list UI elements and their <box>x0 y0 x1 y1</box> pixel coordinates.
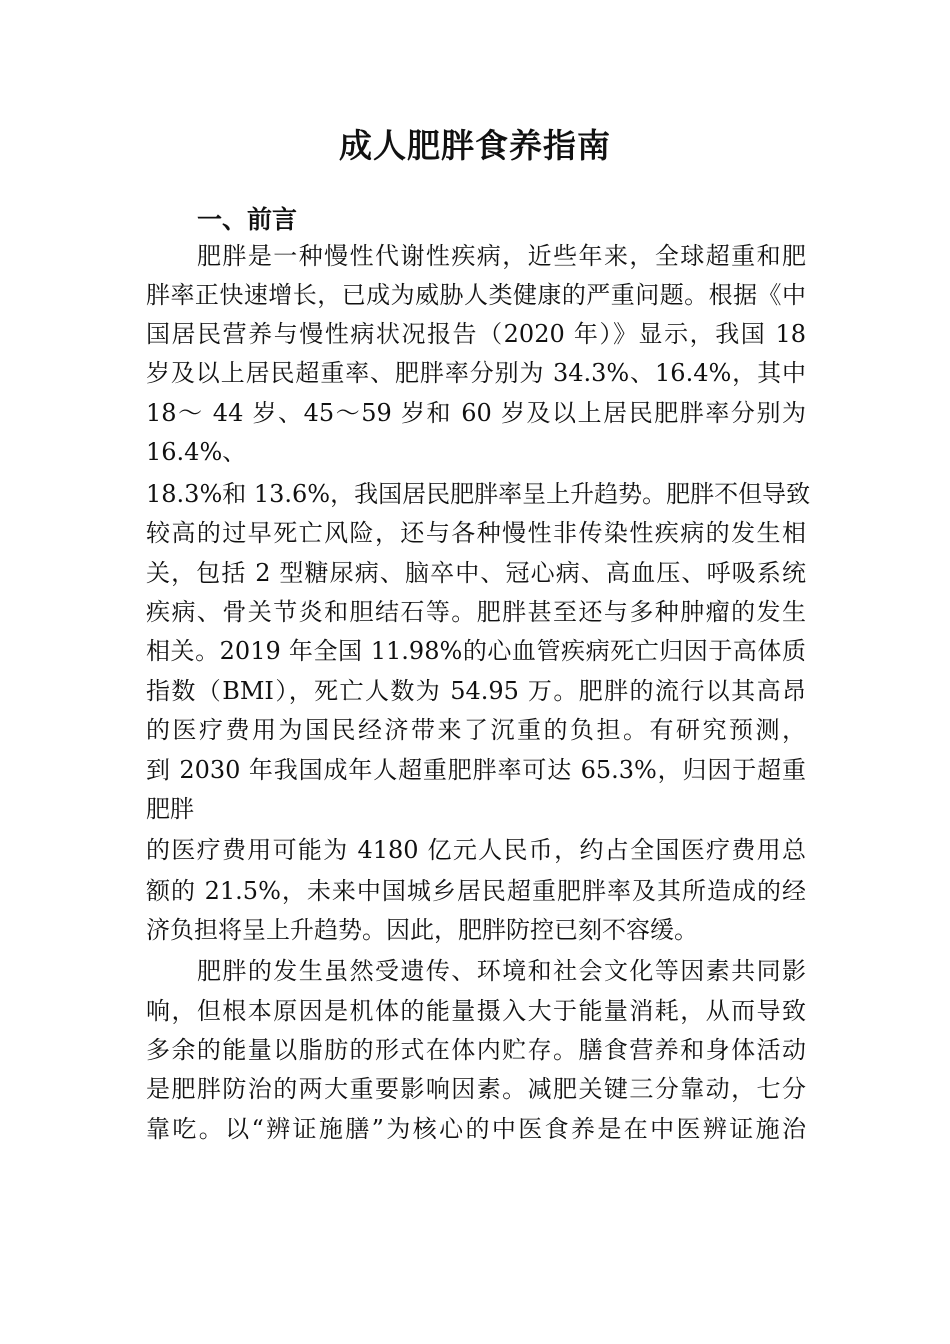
paragraph-line: 多余的能量以脂肪的形式在体内贮存。膳食营养和身体活动 <box>146 1036 806 1064</box>
paragraph-line: 是肥胖防治的两大重要影响因素。减肥关键三分靠动，七分 <box>146 1075 806 1103</box>
paragraph-line: 到 2030 年我国成年人超重肥胖率可达 65.3%，归因于超重 <box>146 756 806 784</box>
paragraph-line: 国居民营养与慢性病状况报告（2020 年）》显示，我国 18 <box>146 320 806 348</box>
paragraph-line: 济负担将呈上升趋势。因此，肥胖防控已刻不容缓。 <box>146 916 698 944</box>
page-title: 成人肥胖食养指南 <box>339 126 611 165</box>
paragraph-line: 关，包括 2 型糖尿病、脑卒中、冠心病、高血压、呼吸系统 <box>146 559 806 587</box>
paragraph-line: 18.3%和 13.6%，我国居民肥胖率呈上升趋势。肥胖不但导致 <box>146 480 811 508</box>
paragraph-line: 较高的过早死亡风险，还与各种慢性非传染性疾病的发生相 <box>146 519 806 547</box>
paragraph-line: 岁及以上居民超重率、肥胖率分别为 34.3%、16.4%，其中 <box>146 359 806 387</box>
paragraph-line: 肥胖的发生虽然受遗传、环境和社会文化等因素共同影 <box>197 957 806 985</box>
paragraph-line: 的医疗费用可能为 4180 亿元人民币，约占全国医疗费用总 <box>146 836 806 864</box>
paragraph-line: 肥胖是一种慢性代谢性疾病，近些年来，全球超重和肥 <box>197 242 806 270</box>
paragraph-line: 肥胖 <box>146 795 194 823</box>
paragraph-line: 16.4%、 <box>146 438 247 466</box>
paragraph-line: 疾病、骨关节炎和胆结石等。肥胖甚至还与多种肿瘤的发生 <box>146 598 806 626</box>
paragraph-line: 胖率正快速增长，已成为威胁人类健康的严重问题。根据《中 <box>146 281 806 309</box>
paragraph-line: 相关。2019 年全国 11.98%的心血管疾病死亡归因于高体质 <box>146 637 806 665</box>
section-heading-preface: 一、前言 <box>197 205 298 234</box>
paragraph-line: 额的 21.5%，未来中国城乡居民超重肥胖率及其所造成的经 <box>146 877 806 905</box>
paragraph-line: 指数（BMI），死亡人数为 54.95 万。肥胖的流行以其高昂 <box>146 677 806 705</box>
paragraph-line: 18～ 44 岁、45～59 岁和 60 岁及以上居民肥胖率分别为 <box>146 399 806 427</box>
paragraph-line: 响，但根本原因是机体的能量摄入大于能量消耗，从而导致 <box>146 997 806 1025</box>
paragraph-line: 的医疗费用为国民经济带来了沉重的负担。有研究预测， <box>146 716 806 744</box>
paragraph-line: 靠吃。以“辨证施膳”为核心的中医食养是在中医辨证施治 <box>146 1115 806 1143</box>
